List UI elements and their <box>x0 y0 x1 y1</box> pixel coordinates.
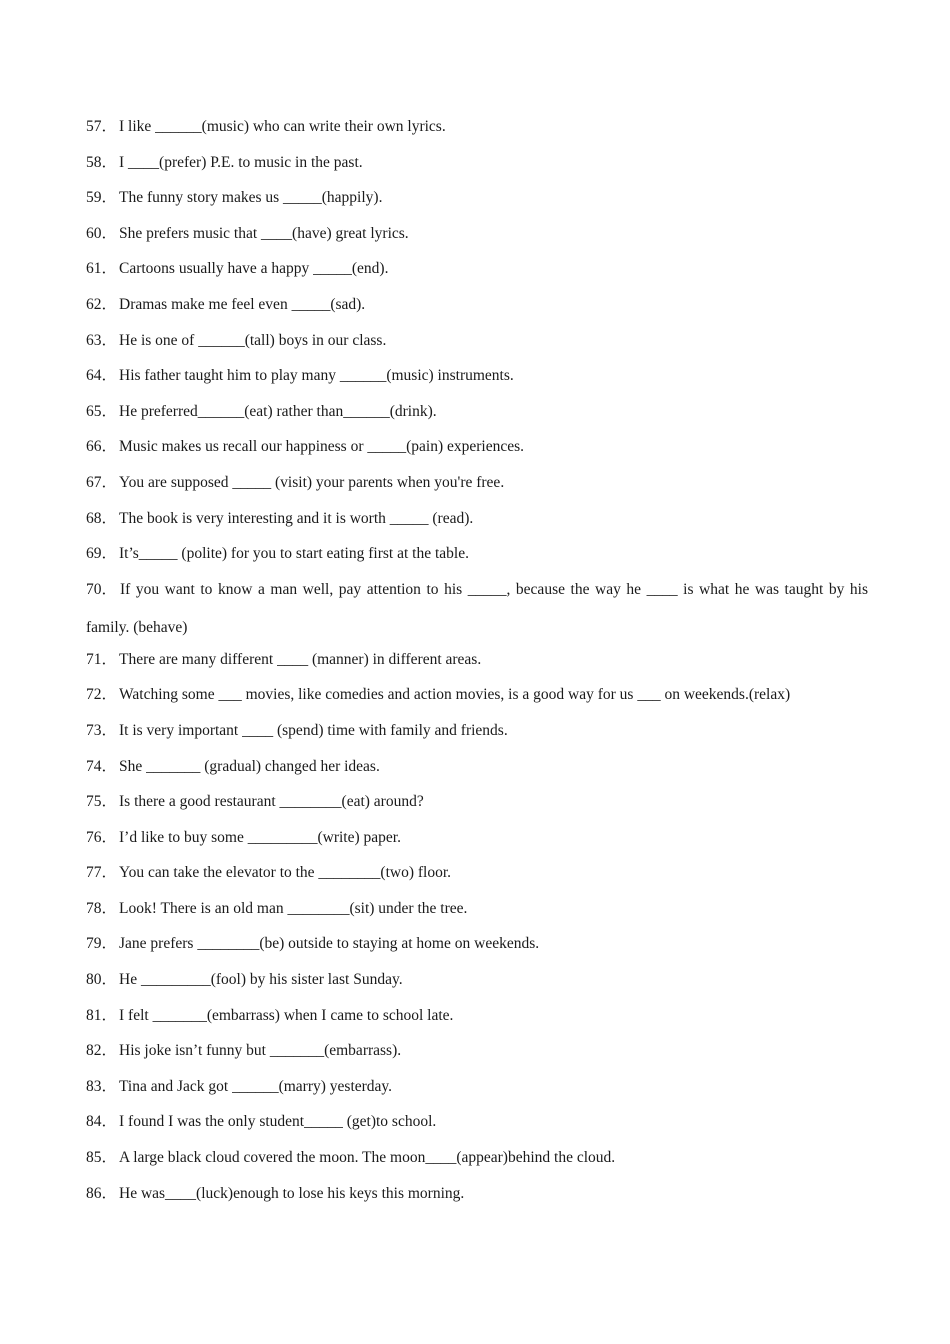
exercise-item <box>86 930 868 966</box>
exercise-item <box>86 824 868 860</box>
exercise-item <box>86 327 868 363</box>
item-text: The funny story makes us _____(happily). <box>119 189 383 207</box>
item-number: 78． <box>86 899 118 917</box>
item-text: Look! There is an old man ________(sit) under the tree. <box>119 899 468 917</box>
item-text: Is there a good restaurant ________(eat) around? <box>119 793 424 811</box>
item-text: If you want to know a man well, pay attention to his _____, because the way he ____ is what he was taught by his family. (behave) <box>86 580 868 636</box>
exercise-item <box>86 1002 868 1038</box>
exercise-item <box>86 966 868 1002</box>
item-text: I ____(prefer) P.E. to music in the past. <box>119 153 363 171</box>
exercise-item <box>86 753 868 789</box>
item-text: Jane prefers ________(be) outside to staying at home on weekends. <box>119 935 540 953</box>
item-text: I felt _______(embarrass) when I came to school late. <box>119 1006 454 1024</box>
item-text: You are supposed _____ (visit) your parents when you're free. <box>119 473 505 491</box>
item-text: He _________(fool) by his sister last Sunday. <box>119 971 403 989</box>
item-text: The book is very interesting and it is worth _____ (read). <box>119 509 474 527</box>
item-text: She prefers music that ____(have) great lyrics. <box>119 224 409 242</box>
exercise-item <box>86 362 868 398</box>
exercise-item <box>86 1144 868 1180</box>
exercise-item <box>86 1108 868 1144</box>
item-number: 72． <box>86 686 118 704</box>
item-number: 61． <box>86 260 118 278</box>
exercise-item <box>86 220 868 256</box>
item-text: A large black cloud covered the moon. The moon____(appear)behind the cloud. <box>119 1149 616 1167</box>
item-text: Music makes us recall our happiness or _____(pain) experiences. <box>119 438 525 456</box>
exercise-item <box>86 469 868 505</box>
exercise-item <box>86 505 868 541</box>
item-number: 57． <box>86 118 118 135</box>
exercise-list <box>86 113 868 1215</box>
exercise-item <box>86 291 868 327</box>
item-text: His joke isn’t funny but _______(embarrass). <box>119 1042 402 1060</box>
item-text: You can take the elevator to the ________(two) floor. <box>119 864 452 882</box>
item-number: 71． <box>86 650 118 668</box>
item-number: 73． <box>86 721 118 739</box>
exercise-item <box>86 1073 868 1109</box>
item-number: 85． <box>86 1149 118 1167</box>
item-number: 63． <box>86 331 118 349</box>
item-text: He preferred______(eat) rather than______(drink). <box>119 402 437 420</box>
item-number: 79． <box>86 935 118 953</box>
item-number: 74． <box>86 757 118 775</box>
item-number: 81． <box>86 1006 118 1024</box>
item-text: There are many different ____ (manner) in different areas. <box>119 650 482 668</box>
exercise-item <box>86 717 868 753</box>
item-number: 75． <box>86 793 118 811</box>
item-text: I’d like to buy some _________(write) paper. <box>119 828 401 846</box>
exercise-item <box>86 113 868 149</box>
item-number: 68． <box>86 509 118 527</box>
item-text: He is one of ______(tall) boys in our class. <box>119 331 387 349</box>
item-number: 60． <box>86 224 118 242</box>
item-text: Dramas make me feel even _____(sad). <box>119 295 366 313</box>
exercise-item <box>86 1180 868 1216</box>
item-text: Watching some ___ movies, like comedies and action movies, is a good way for us ___ on weekends.(relax) <box>119 686 791 704</box>
exercise-item <box>86 571 868 647</box>
exercise-item <box>86 398 868 434</box>
exercise-item <box>86 149 868 185</box>
exercise-item <box>86 646 868 682</box>
item-text: He was____(luck)enough to lose his keys this morning. <box>119 1184 465 1202</box>
item-number: 69． <box>86 545 118 563</box>
item-text: I found I was the only student_____ (get)to school. <box>119 1113 437 1131</box>
item-number: 67． <box>86 473 118 491</box>
item-number: 77． <box>86 864 118 882</box>
exercise-item <box>86 681 868 717</box>
item-number: 83． <box>86 1077 118 1095</box>
item-number: 64． <box>86 367 118 385</box>
item-number: 58． <box>86 153 118 171</box>
item-text: It is very important ____ (spend) time with family and friends. <box>119 721 508 739</box>
exercise-item <box>86 184 868 220</box>
item-text: His father taught him to play many ______(music) instruments. <box>119 367 514 385</box>
item-text: Cartoons usually have a happy _____(end). <box>119 260 389 278</box>
exercise-item <box>86 255 868 291</box>
item-number: 76． <box>86 828 118 846</box>
item-number: 70． <box>86 580 118 598</box>
item-number: 80． <box>86 971 118 989</box>
item-text: I like ______(music) who can write their own lyrics. <box>119 118 446 135</box>
item-text: Tina and Jack got ______(marry) yesterday. <box>119 1077 393 1095</box>
exercise-item <box>86 1037 868 1073</box>
item-number: 62． <box>86 295 118 313</box>
exercise-item <box>86 788 868 824</box>
item-number: 65． <box>86 402 118 420</box>
exercise-item <box>86 859 868 895</box>
item-number: 66． <box>86 438 118 456</box>
exercise-item <box>86 433 868 469</box>
item-text: It’s_____ (polite) for you to start eating first at the table. <box>119 545 469 563</box>
item-number: 86． <box>86 1184 118 1202</box>
item-text: She _______ (gradual) changed her ideas. <box>119 757 380 775</box>
item-number: 59． <box>86 189 118 207</box>
item-number: 84． <box>86 1113 118 1131</box>
exercise-item <box>86 895 868 931</box>
item-number: 82． <box>86 1042 118 1060</box>
